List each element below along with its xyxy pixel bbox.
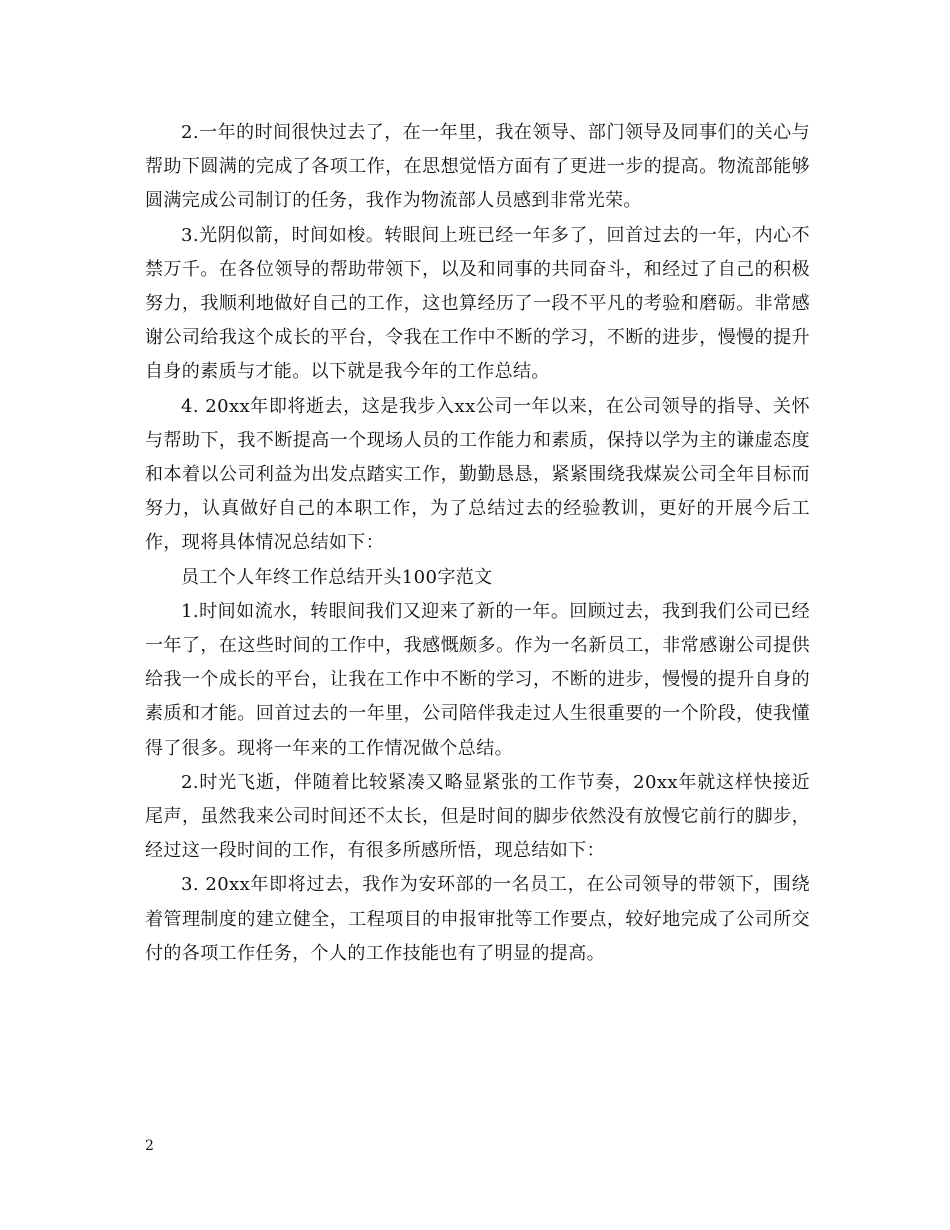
paragraph-opening-3: 3. 20xx年即将过去，我作为安环部的一名员工，在公司领导的带领下，围绕着管理制度的建立健全，工程项目的申报审批等工作要点，较好地完成了公司所交付的各项工作任务，个人的工作技能也有了明显的提高。	[145, 874, 810, 964]
document-body	[145, 116, 810, 971]
page-number: 2	[145, 1138, 154, 1154]
paragraph-summary-2: 2.一年的时间很快过去了，在一年里，我在领导、部门领导及同事们的关心与帮助下圆满的完成了各项工作，在思想觉悟方面有了更进一步的提高。物流部能够圆满完成公司制订的任务，我作为物流部人员感到非常光荣。	[145, 122, 810, 212]
paragraph-opening-2: 2.时光飞逝，伴随着比较紧凑又略显紧张的工作节奏，20xx年就这样快接近尾声，虽然我来公司时间还不太长，但是时间的脚步依然没有放慢它前行的脚步，经过这一段时间的工作，有很多所感所悟，现总结如下：	[145, 771, 810, 862]
paragraph-summary-4: 4. 20xx年即将逝去，这是我步入xx公司一年以来，在公司领导的指导、关怀与帮助下，我不断提高一个现场人员的工作能力和素质，保持以学为主的谦虚态度和本着以公司利益为出发点踏实工作，勤勤恳恳，紧紧围绕我煤炭公司全年目标而努力，认真做好自己的本职工作，为了总结过去的经验教训，更好的开展今后工作，现将具体情况总结如下：	[145, 395, 810, 554]
paragraph-opening-1: 1.时间如流水，转眼间我们又迎来了新的一年。回顾过去，我到我们公司已经一年了，在这些时间的工作中，我感慨颇多。作为一名新员工，非常感谢公司提供给我一个成长的平台，让我在工作中不断的学习，不断的进步，慢慢的提升自身的素质和才能。回首过去的一年里，公司陪伴我走过人生很重要的一个阶段，使我懂得了很多。现将一年来的工作情况做个总结。	[145, 600, 810, 759]
paragraph-summary-3: 3.光阴似箭，时间如梭。转眼间上班已经一年多了，回首过去的一年，内心不禁万千。在各位领导的帮助带领下，以及和同事的共同奋斗，和经过了自己的积极努力，我顺利地做好自己的工作，这也算经历了一段不平凡的考验和磨砺。非常感谢公司给我这个成长的平台，令我在工作中不断的学习，不断的进步，慢慢的提升自身的素质与才能。以下就是我今年的工作总结。	[145, 224, 810, 383]
section-heading: 员工个人年终工作总结开头100字范文	[181, 566, 493, 588]
